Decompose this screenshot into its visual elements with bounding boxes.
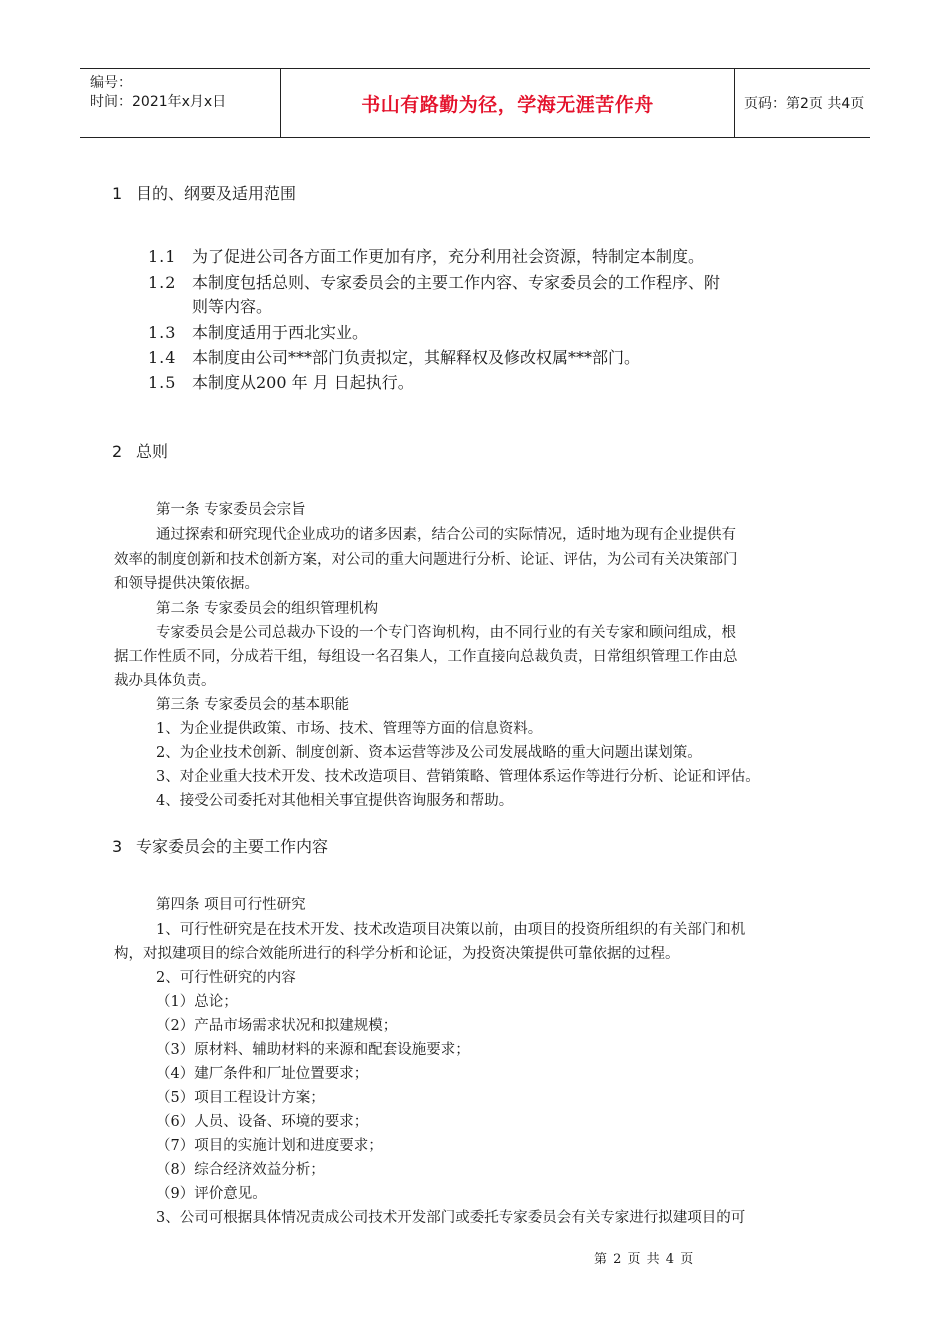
paragraph-line: 效率的制度创新和技术创新方案，对公司的重大问题进行分析、论证、评估，为公司有关决策部门: [114, 552, 738, 568]
section-title: 专家委员会的主要工作内容: [136, 837, 329, 856]
clause-text: 本制度从200 年 月 日起执行。: [192, 373, 414, 392]
section-title: 目的、纲要及适用范围: [136, 184, 297, 203]
clause-text: 本制度由公司***部门负责拟定，其解释权及修改权属***部门。: [192, 348, 641, 367]
article-3-title: 第三条 专家委员会的基本职能: [156, 697, 350, 713]
article-4-title: 第四条 项目可行性研究: [156, 897, 306, 913]
section-3-heading: [112, 834, 328, 857]
list-item: （8）综合经济效益分析；: [156, 1162, 325, 1178]
header-meta-cell: [80, 69, 280, 137]
paragraph-line: 专家委员会是公司总裁办下设的一个专门咨询机构，由不同行业的有关专家和顾问组成，根: [156, 625, 736, 641]
document-number-label: 编号：: [90, 75, 132, 91]
page-footer: 第 2 页 共 4 页: [594, 1252, 695, 1267]
section-2-heading: [112, 439, 168, 462]
article-1-title: 第一条 专家委员会宗旨: [156, 502, 306, 518]
list-item: （3）原材料、辅助材料的来源和配套设施要求；: [156, 1042, 470, 1058]
list-item: 4、接受公司委托对其他相关事宜提供咨询服务和帮助。: [156, 793, 514, 809]
list-item: （5）项目工程设计方案；: [156, 1090, 325, 1106]
list-item: 2、可行性研究的内容: [156, 970, 296, 986]
list-item: （7）项目的实施计划和进度要求；: [156, 1138, 383, 1154]
clause-1-4: [148, 345, 640, 368]
article-2-title: 第二条 专家委员会的组织管理机构: [156, 601, 379, 617]
clause-number: 1.3: [148, 323, 177, 342]
list-item: 2、为企业技术创新、制度创新、资本运营等涉及公司发展战略的重大问题出谋划策。: [156, 745, 702, 761]
clause-1-3: [148, 320, 368, 343]
document-header: [80, 68, 870, 138]
clause-text: 为了促进公司各方面工作更加有序，充分利用社会资源，特制定本制度。: [192, 247, 705, 266]
paragraph-line: 3、公司可根据具体情况责成公司技术开发部门或委托专家委员会有关专家进行拟建项目的可: [156, 1210, 746, 1226]
clause-1-5: [148, 370, 414, 393]
section-number: 1: [112, 184, 123, 203]
clause-1-2-continuation: 则等内容。: [192, 297, 273, 316]
paragraph-line: 裁办具体负责。: [114, 673, 216, 689]
document-date: 时间：2021年x月x日: [90, 94, 227, 110]
paragraph-line: 据工作性质不同，分成若干组，每组设一名召集人，工作直接向总裁负责，日常组织管理工作由总: [114, 649, 738, 665]
clause-number: 1.2: [148, 273, 177, 292]
clause-1-2: [148, 270, 720, 293]
clause-text: 本制度包括总则、专家委员会的主要工作内容、专家委员会的工作程序、附: [192, 273, 721, 292]
paragraph-line: 构，对拟建项目的综合效能所进行的科学分析和论证，为投资决策提供可靠依据的过程。: [114, 946, 680, 962]
list-item: （4）建厂条件和厂址位置要求；: [156, 1066, 369, 1082]
paragraph-line: 1、可行性研究是在技术开发、技术改造项目决策以前，由项目的投资所组织的有关部门和机: [156, 922, 746, 938]
motto-text: 书山有路勤为径，学海无涯苦作舟: [361, 93, 654, 116]
clause-number: 1.1: [148, 247, 177, 266]
clause-number: 1.4: [148, 348, 177, 367]
clause-number: 1.5: [148, 373, 177, 392]
list-item: （9）评价意见。: [156, 1186, 267, 1202]
list-item: （2）产品市场需求状况和拟建规模；: [156, 1018, 398, 1034]
clause-text: 本制度适用于西北实业。: [192, 323, 369, 342]
list-item: 3、对企业重大技术开发、技术改造项目、营销策略、管理体系运作等进行分析、论证和评估。: [156, 769, 760, 785]
section-title: 总则: [136, 442, 169, 461]
clause-1-1: [148, 244, 704, 267]
header-page-info: 页码：第2页 共4页: [744, 96, 865, 112]
list-item: （6）人员、设备、环境的要求；: [156, 1114, 369, 1130]
list-item: （1）总论；: [156, 994, 238, 1010]
list-item: 1、为企业提供政策、市场、技术、管理等方面的信息资料。: [156, 721, 543, 737]
header-motto-cell: [280, 69, 735, 137]
header-page-cell: [734, 69, 870, 137]
paragraph-line: 通过探索和研究现代企业成功的诸多因素，结合公司的实际情况，适时地为现有企业提供有: [156, 527, 736, 543]
section-number: 2: [112, 442, 123, 461]
section-1-heading: [112, 181, 296, 204]
section-number: 3: [112, 837, 123, 856]
paragraph-line: 和领导提供决策依据。: [114, 576, 259, 592]
